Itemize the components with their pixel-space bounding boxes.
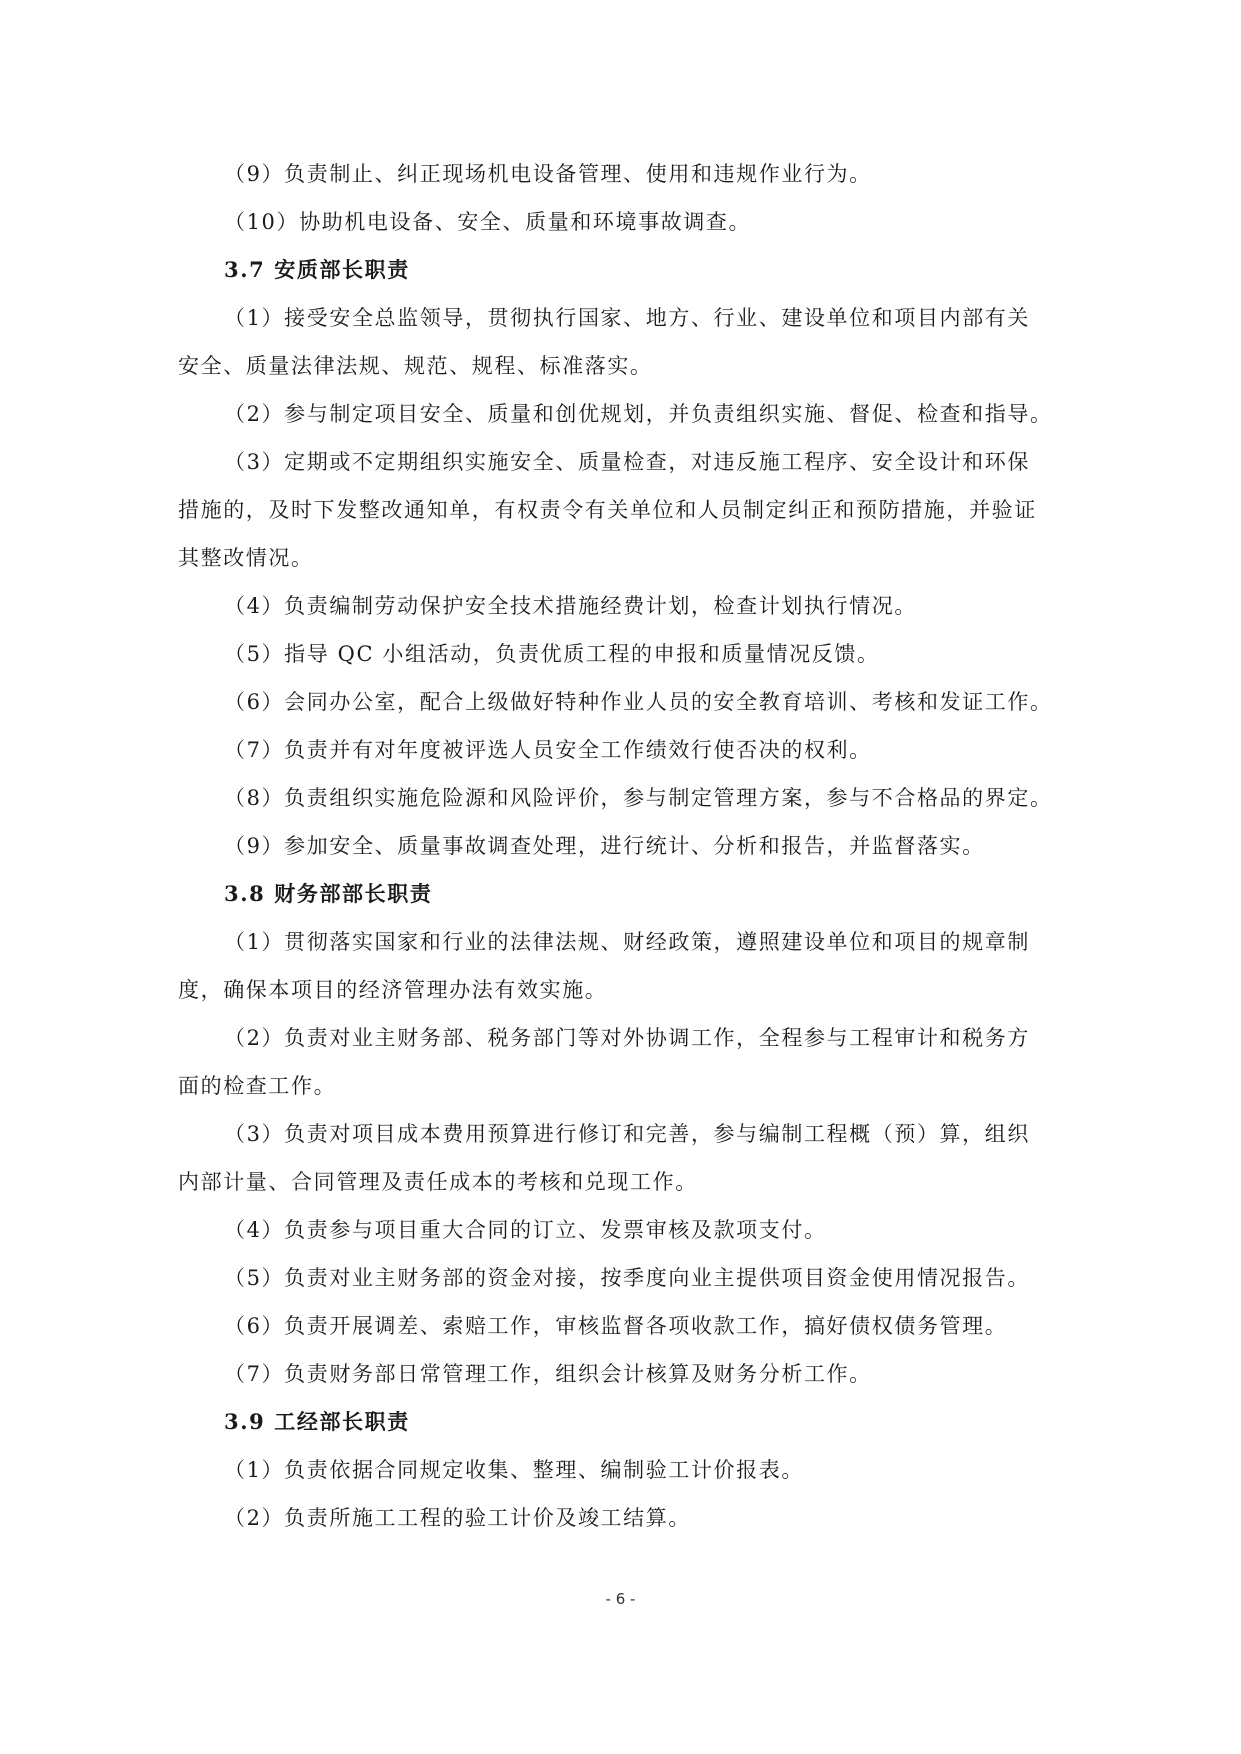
paragraph-line: （9）负责制止、纠正现场机电设备管理、使用和违规作业行为。 [224,162,872,186]
paragraph-line: （6）会同办公室，配合上级做好特种作业人员的安全教育培训、考核和发证工作。 [224,690,1053,714]
paragraph-line: 其整改情况。 [178,546,314,570]
paragraph-line: （1）接受安全总监领导，贯彻执行国家、地方、行业、建设单位和项目内部有关 [224,306,1030,330]
paragraph-line: （5）指导 QC 小组活动，负责优质工程的申报和质量情况反馈。 [224,642,880,666]
paragraph-line: （1）贯彻落实国家和行业的法律法规、财经政策，遵照建设单位和项目的规章制 [224,930,1030,954]
paragraph-line: （8）负责组织实施危险源和风险评价，参与制定管理方案，参与不合格品的界定。 [224,786,1053,810]
paragraph-line: （4）负责编制劳动保护安全技术措施经费计划，检查计划执行情况。 [224,594,917,618]
paragraph-line: 度，确保本项目的经济管理办法有效实施。 [178,978,608,1002]
page-number: - 6 - [605,1590,636,1608]
paragraph-line: （6）负责开展调差、索赔工作，审核监督各项收款工作，搞好债权债务管理。 [224,1314,1008,1338]
paragraph-line: （7）负责财务部日常管理工作，组织会计核算及财务分析工作。 [224,1362,872,1386]
paragraph-line: （5）负责对业主财务部的资金对接，按季度向业主提供项目资金使用情况报告。 [224,1266,1030,1290]
section-heading-3-7: 3.7 安质部长职责 [224,257,410,282]
paragraph-line: 措施的，及时下发整改通知单，有权责令有关单位和人员制定纠正和预防措施，并验证 [178,498,1037,522]
paragraph-line: （3）负责对项目成本费用预算进行修订和完善，参与编制工程概（预）算，组织 [224,1122,1030,1146]
paragraph-line: （3）定期或不定期组织实施安全、质量检查，对违反施工程序、安全设计和环保 [224,450,1030,474]
paragraph-line: （2）负责对业主财务部、税务部门等对外协调工作，全程参与工程审计和税务方 [224,1026,1030,1050]
paragraph-line: （2）参与制定项目安全、质量和创优规划，并负责组织实施、督促、检查和指导。 [224,402,1053,426]
paragraph-line: （7）负责并有对年度被评选人员安全工作绩效行使否决的权利。 [224,738,872,762]
section-heading-3-9: 3.9 工经部长职责 [224,1409,410,1434]
section-heading-3-8: 3.8 财务部部长职责 [224,881,433,906]
paragraph-line: （2）负责所施工工程的验工计价及竣工结算。 [224,1506,691,1530]
paragraph-line: （9）参加安全、质量事故调查处理，进行统计、分析和报告，并监督落实。 [224,834,985,858]
paragraph-line: 面的检查工作。 [178,1074,337,1098]
paragraph-line: 内部计量、合同管理及责任成本的考核和兑现工作。 [178,1170,698,1194]
paragraph-line: （4）负责参与项目重大合同的订立、发票审核及款项支付。 [224,1218,827,1242]
paragraph-line: （10）协助机电设备、安全、质量和环境事故调查。 [224,210,752,234]
document-body [178,150,1108,1542]
paragraph-line: 安全、质量法律法规、规范、规程、标准落实。 [178,354,653,378]
paragraph-line: （1）负责依据合同规定收集、整理、编制验工计价报表。 [224,1458,804,1482]
